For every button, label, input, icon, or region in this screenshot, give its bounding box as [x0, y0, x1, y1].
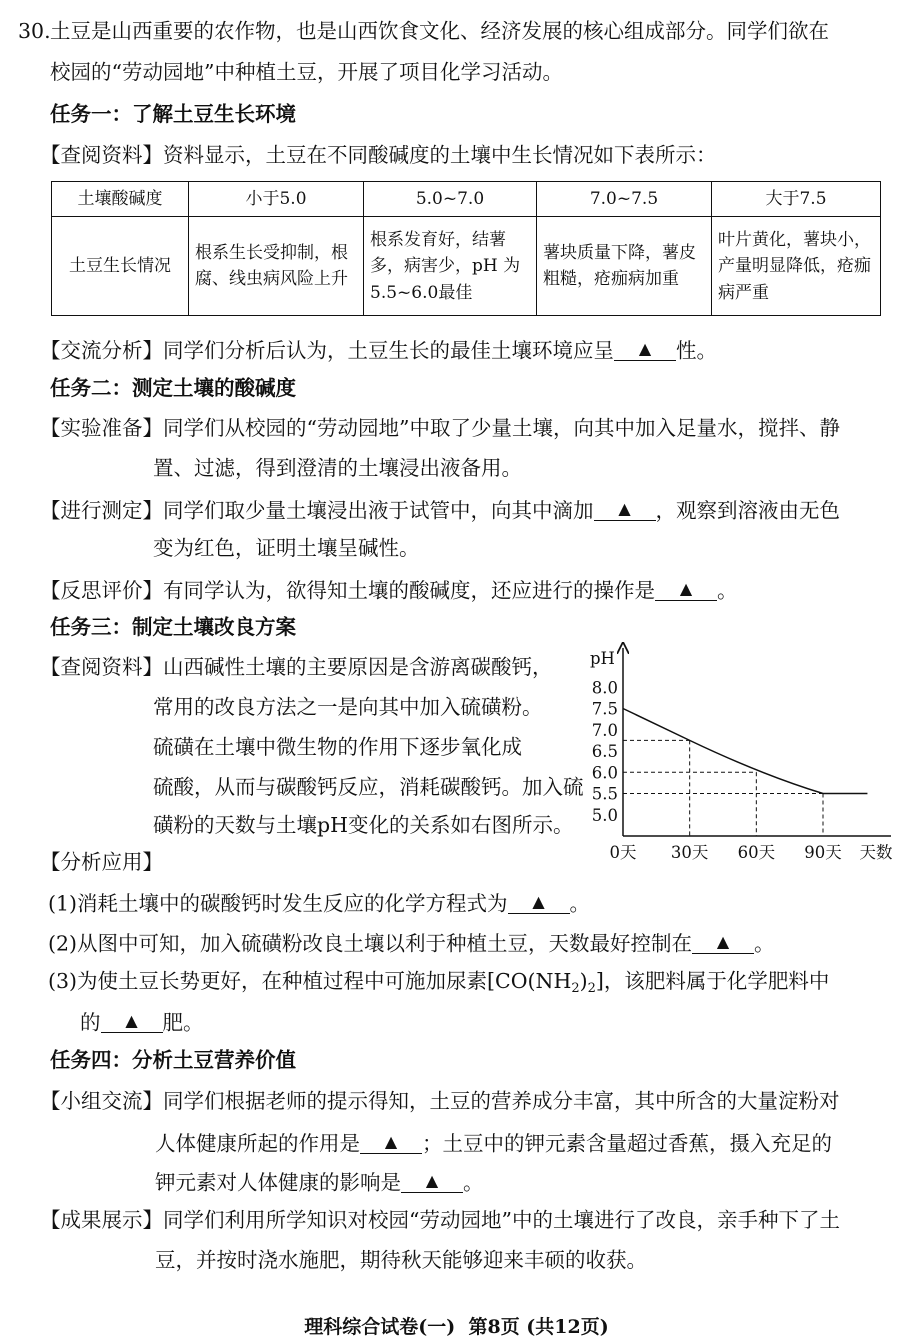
table-cell [537, 217, 712, 316]
task4-group-line-1 [40, 1091, 840, 1112]
cell-line: 病严重 [718, 282, 769, 303]
table-cell [189, 217, 364, 316]
chart-axes [623, 648, 891, 836]
x-tick-label: 30天 [670, 843, 709, 862]
answer-blank[interactable] [508, 891, 570, 914]
group-text: 人体健康所起的作用是 [155, 1131, 360, 1156]
cell-line: 根系生长受抑制，根 [195, 243, 348, 263]
task4-group-line-2 [155, 1131, 832, 1154]
intro-line-2: 校园的“劳动园地”中种植土豆，开展了项目化学习活动。 [50, 60, 563, 84]
ph-chart [586, 640, 898, 870]
task3-ref-line-5: 磺粉的天数与土壤pH变化的关系如右图所示。 [153, 813, 574, 837]
reflect-label: 【反思评价】 [40, 578, 163, 603]
q3-end: 肥。 [162, 1010, 204, 1035]
cell-line: 产量明显降低，疮痂 [718, 256, 871, 277]
task4-group-line-3 [155, 1170, 484, 1193]
task3-title: 任务三：制定土壤改良方案 [50, 615, 296, 639]
subscript: 2 [587, 981, 596, 996]
q1-end: 。 [569, 891, 591, 916]
y-tick-label: 5.5 [591, 784, 618, 804]
apply-label: 【分析应用】 [40, 850, 163, 874]
prep-text: 同学们从校园的“劳动园地”中取了少量土壤，向其中加入足量水，搅拌、静 [163, 416, 840, 440]
y-tick-label: 6.5 [591, 742, 618, 761]
answer-blank[interactable] [692, 931, 754, 954]
cell-line: 薯块质量下降，薯皮 [543, 243, 696, 263]
ph-curve [623, 709, 867, 794]
task1-analysis [40, 338, 717, 361]
table-cell [712, 217, 881, 316]
cell-line: 5.5~6.0最佳 [370, 282, 473, 303]
task2-reflect [40, 578, 738, 601]
table-header-row [52, 182, 881, 217]
q1 [48, 891, 590, 914]
intro-line-1: 土豆是山西重要的农作物，也是山西饮食文化、经济发展的核心组成部分。同学们欲在 [50, 19, 829, 43]
blank-triangle-icon: ▲ [618, 499, 631, 518]
group-text: 钾元素对人体健康的影响是 [155, 1170, 401, 1195]
task2-title: 任务二：测定土壤的酸碱度 [50, 376, 296, 400]
task1-ref [40, 145, 717, 166]
measure-text: 同学们取少量土壤浸出液于试管中，向其中滴加 [163, 498, 594, 523]
table-row-label: 土豆生长情况 [52, 217, 189, 316]
task3-ref-text: 山西碱性土壤的主要原因是含游离碳酸钙， [163, 655, 553, 679]
measure-label: 【进行测定】 [40, 498, 163, 523]
blank-triangle-icon: ▲ [125, 1011, 138, 1030]
x-tick-label: 0天 [609, 843, 637, 862]
task4-result-line-1 [40, 1210, 840, 1231]
y-tick-label: 8.0 [591, 678, 618, 698]
y-tick-label: 5.0 [591, 805, 618, 825]
q2 [48, 931, 775, 954]
task3-ref-line-1 [40, 657, 553, 678]
task3-ref-line-3: 硫磺在土壤中微生物的作用下逐步氧化成 [153, 735, 522, 759]
task3-ref-line-2: 常用的改良方法之一是向其中加入硫磺粉。 [153, 695, 543, 719]
cell-line: 腐、线虫病风险上升 [195, 269, 348, 290]
table-header: 小于5.0 [189, 182, 364, 217]
chart-guides [623, 740, 823, 836]
group-text: ；土豆中的钾元素含量超过香蕉，摄入充足的 [422, 1131, 832, 1156]
cell-line: 根系发育好，结薯 [370, 229, 506, 250]
task2-measure-line-2: 变为红色，证明土壤呈碱性。 [153, 536, 420, 560]
blank-triangle-icon: ▲ [384, 1132, 398, 1151]
result-text: 同学们利用所学知识对校园“劳动园地”中的土壤进行了改良，亲手种下了土 [163, 1208, 840, 1232]
task1-title: 任务一：了解土豆生长环境 [50, 102, 296, 126]
table-row [52, 217, 881, 316]
table-header: 7.0~7.5 [537, 182, 712, 217]
task3-ref-line-4: 硫酸，从而与碳酸钙反应，消耗碳酸钙。加入硫 [153, 775, 584, 799]
subscript: 2 [571, 981, 580, 996]
q2-text: (2)从图中可知，加入硫磺粉改良土壤以利于种植土豆，天数最好控制在 [48, 931, 693, 956]
answer-blank[interactable] [594, 498, 656, 521]
answer-blank[interactable] [401, 1170, 463, 1193]
blank-triangle-icon: ▲ [532, 892, 545, 911]
q3-text: ) [579, 969, 588, 993]
q3-line-1 [48, 971, 829, 995]
blank-triangle-icon: ▲ [679, 579, 693, 598]
table-header: 大于7.5 [712, 182, 881, 217]
task1-ref-label: 【查阅资料】 [40, 143, 163, 167]
y-tick-label: 7.5 [591, 699, 618, 719]
table-header: 土壤酸碱度 [52, 182, 189, 217]
task4-result-line-2: 豆，并按时浇水施肥，期待秋天能够迎来丰硕的收获。 [155, 1248, 647, 1272]
group-end: 。 [463, 1170, 484, 1195]
y-tick-label: 7.0 [591, 720, 618, 740]
blank-triangle-icon: ▲ [716, 932, 730, 951]
y-axis-label: pH [590, 649, 615, 668]
answer-blank[interactable] [360, 1131, 422, 1154]
result-label: 【成果展示】 [40, 1208, 163, 1232]
task4-title: 任务四：分析土豆营养价值 [50, 1048, 296, 1072]
x-axis-label: 天数 [859, 843, 893, 862]
x-tick-label: 90天 [804, 843, 842, 862]
table-cell [364, 217, 537, 316]
task2-prep-line-2: 置、过滤，得到澄清的土壤浸出液备用。 [153, 456, 522, 480]
q2-end: 。 [754, 931, 775, 956]
measure-text-end: ，观察到溶液由无色 [655, 498, 840, 523]
q1-text: (1)消耗土壤中的碳酸钙时发生反应的化学方程式为 [48, 891, 508, 916]
question-number: 30. [18, 19, 51, 43]
task2-measure-line-1 [40, 498, 840, 521]
q3-text: (3)为使土豆长势更好，在种植过程中可施加尿素[CO(NH [48, 969, 572, 993]
answer-blank[interactable] [101, 1010, 163, 1033]
analysis-text: 同学们分析后认为，土豆生长的最佳土壤环境应呈 [163, 338, 614, 363]
task3-ref-label: 【查阅资料】 [40, 655, 163, 679]
prep-label: 【实验准备】 [40, 416, 163, 440]
chart-labels [590, 649, 893, 862]
q3-text: 的 [80, 1010, 101, 1035]
cell-line: 叶片黄化，薯块小， [718, 229, 871, 250]
reflect-end: 。 [717, 578, 738, 603]
group-text: 同学们根据老师的提示得知，土豆的营养成分丰富，其中所含的大量淀粉对 [163, 1089, 840, 1113]
table-header: 5.0~7.0 [364, 182, 537, 217]
answer-blank[interactable] [614, 338, 676, 361]
blank-triangle-icon: ▲ [638, 339, 652, 358]
q3-text: ]，该肥料属于化学肥料中 [595, 969, 830, 993]
task2-prep-line-1 [40, 418, 840, 439]
blank-triangle-icon: ▲ [425, 1171, 439, 1190]
page-footer: 理科综合试卷(一) 第8页 (共12页) [304, 1316, 609, 1338]
analysis-label: 【交流分析】 [40, 338, 163, 363]
answer-blank[interactable] [655, 578, 717, 601]
x-tick-label: 60天 [737, 843, 776, 862]
reflect-text: 有同学认为，欲得知土壤的酸碱度，还应进行的操作是 [163, 578, 655, 603]
cell-line: 粗糙，疮痂病加重 [543, 269, 679, 290]
soil-table [51, 181, 881, 316]
y-tick-label: 6.0 [591, 763, 618, 783]
chart-series [623, 709, 867, 794]
cell-line: 多，病害少，pH 为 [370, 256, 521, 277]
q3-line-2 [80, 1010, 204, 1033]
group-label: 【小组交流】 [40, 1089, 163, 1113]
task1-ref-text: 资料显示，土豆在不同酸碱度的土壤中生长情况如下表所示： [163, 143, 717, 167]
analysis-end: 性。 [676, 338, 717, 363]
